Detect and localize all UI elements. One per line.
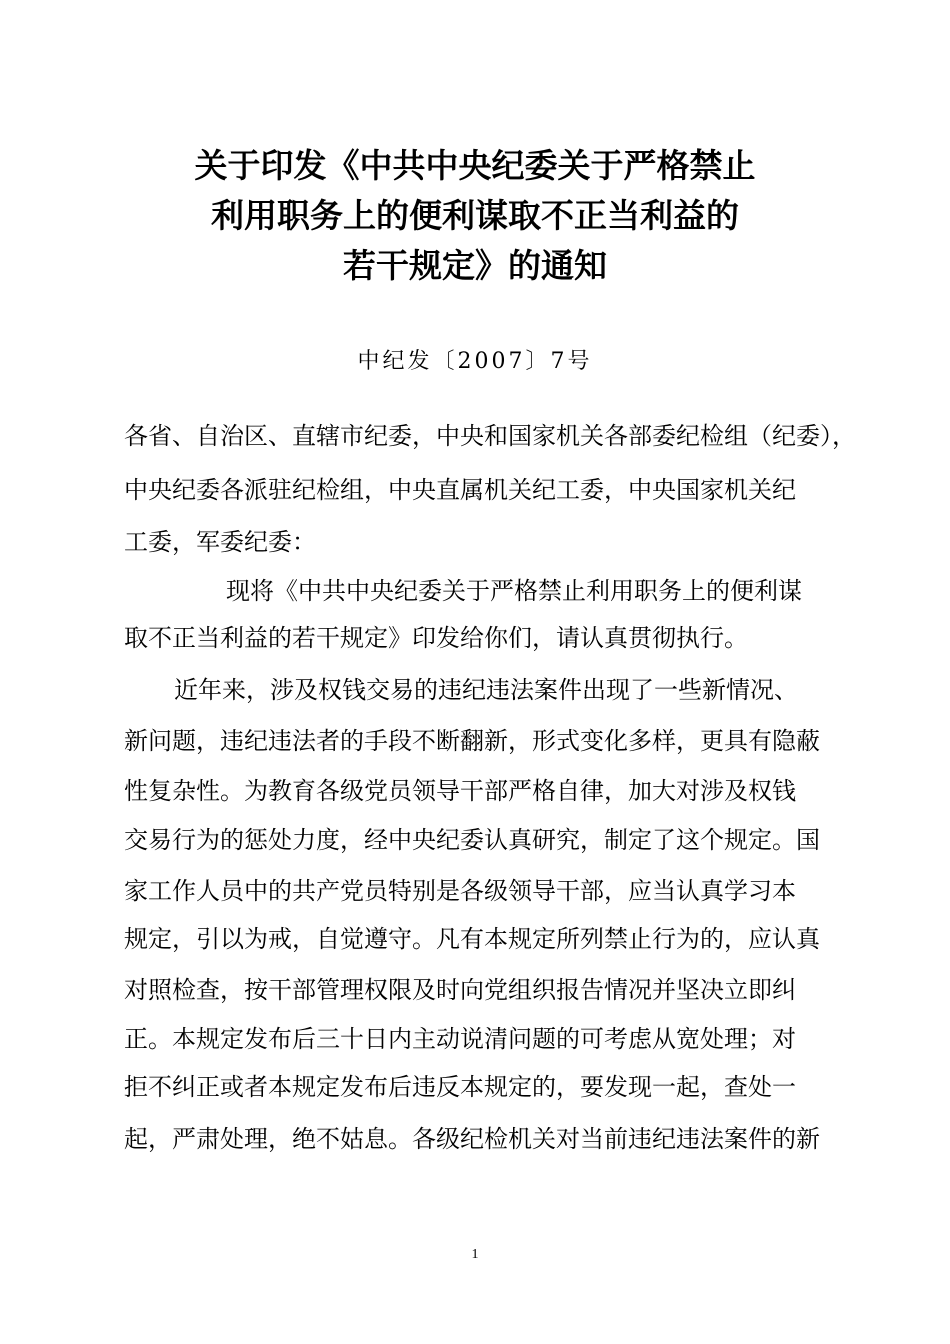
- paragraph1-line: 取不正当利益的若干规定》印发给你们，请认真贯彻执行。: [124, 624, 748, 652]
- title-line-1: 关于印发《中共中央纪委关于严格禁止: [194, 146, 756, 185]
- paragraph2-line: 拒不纠正或者本规定发布后违反本规定的，要发现一起，查处一: [124, 1073, 796, 1101]
- addressee-line: 各省、自治区、直辖市纪委，中央和国家机关各部委纪检组（纪委），: [124, 422, 856, 450]
- paragraph2-line: 起，严肃处理，绝不姑息。各级纪检机关对当前违纪违法案件的新: [124, 1125, 820, 1153]
- title-line-2: 利用职务上的便利谋取不正当利益的: [211, 196, 739, 235]
- addressee-line: 工委，军委纪委：: [124, 528, 316, 556]
- paragraph2-line: 家工作人员中的共产党员特别是各级领导干部，应当认真学习本: [124, 877, 796, 905]
- paragraph2-line: 对照检查，按干部管理权限及时向党组织报告情况并坚决立即纠: [124, 976, 796, 1004]
- page-number: 1: [471, 1247, 479, 1262]
- paragraph2-line: 交易行为的惩处力度，经中央纪委认真研究，制定了这个规定。国: [124, 826, 820, 854]
- document-number: 中纪发〔2007〕7号: [357, 349, 593, 374]
- paragraph2-line: 近年来，涉及权钱交易的违纪违法案件出现了一些新情况、: [174, 676, 798, 704]
- paragraph2-line: 正。本规定发布后三十日内主动说清问题的可考虑从宽处理；对: [124, 1025, 796, 1053]
- addressee-line: 中央纪委各派驻纪检组，中央直属机关纪工委，中央国家机关纪: [124, 476, 796, 504]
- title-line-3: 若干规定》的通知: [343, 246, 607, 285]
- paragraph1-line: 现将《中共中央纪委关于严格禁止利用职务上的便利谋: [226, 577, 802, 605]
- paragraph2-line: 性复杂性。为教育各级党员领导干部严格自律，加大对涉及权钱: [124, 777, 796, 805]
- paragraph2-line: 新问题，违纪违法者的手段不断翻新，形式变化多样，更具有隐蔽: [124, 727, 820, 755]
- paragraph2-line: 规定，引以为戒，自觉遵守。凡有本规定所列禁止行为的，应认真: [124, 925, 820, 953]
